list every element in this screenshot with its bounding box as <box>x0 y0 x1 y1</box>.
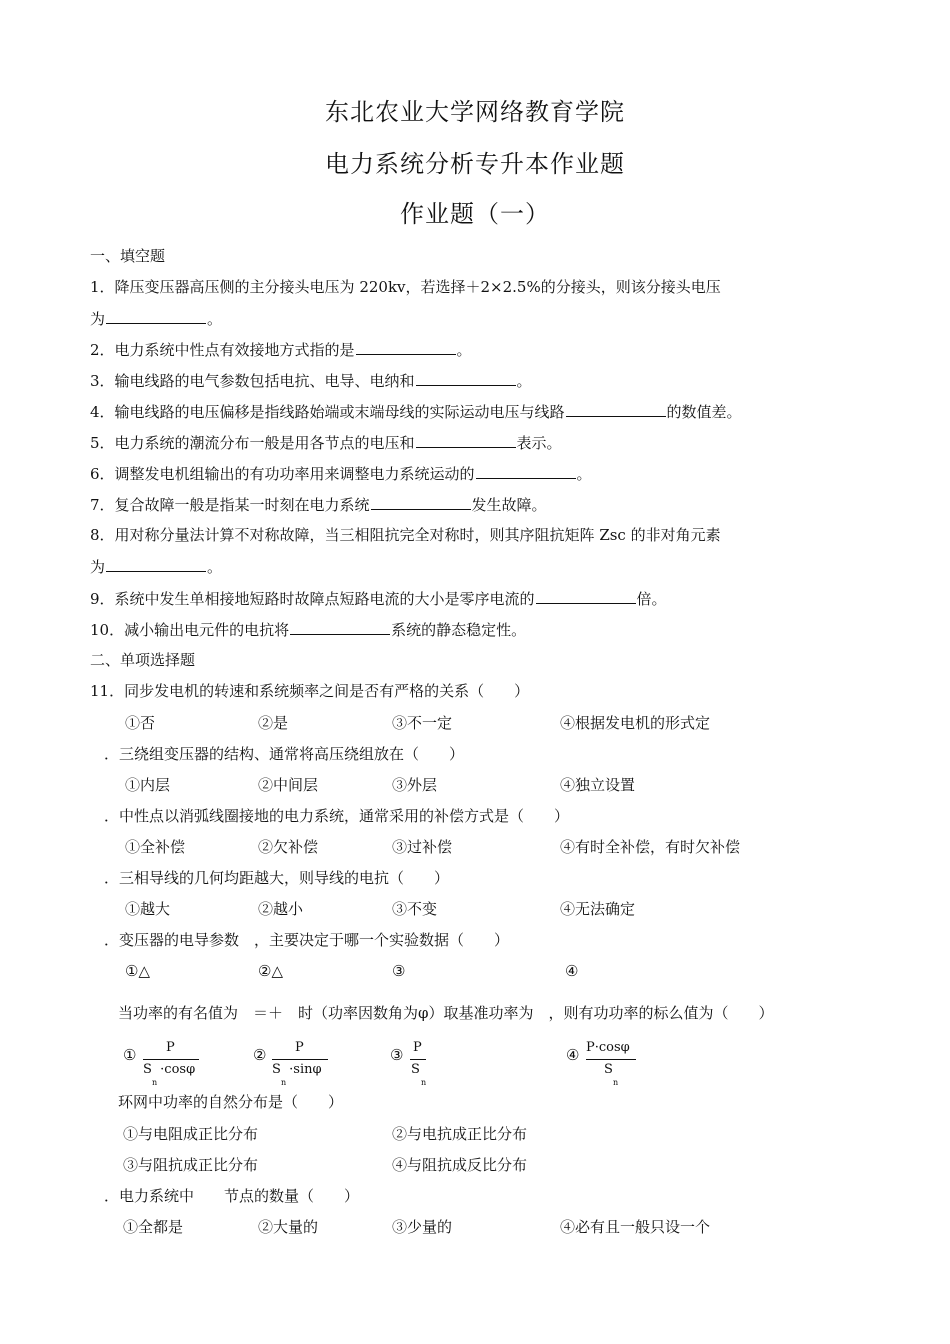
option-c[interactable]: ③与阻抗成正比分布 <box>123 1156 259 1174</box>
question-text: 。 <box>576 465 592 483</box>
fraction-p-over-sn <box>410 1040 440 1090</box>
option-d[interactable]: ④ <box>565 962 579 980</box>
question-text: 为 <box>90 558 106 576</box>
question-text: 5．电力系统的潮流分布一般是用各节点的电压和 <box>90 434 415 452</box>
denominator-symbol: S <box>143 1062 152 1077</box>
question-11: 11．同步发电机的转速和系统频率之间是否有严格的关系（ ） <box>90 682 530 700</box>
question-text: 。 <box>516 372 532 390</box>
question-text: 。 <box>207 310 223 328</box>
fraction-numerator: P·cosφ <box>586 1040 630 1055</box>
question-14: ．三相导线的几何均距越大，则导线的电抗（ ） <box>104 869 450 887</box>
course-title: 电力系统分析专升本作业题 <box>325 150 625 178</box>
question-8-line-2 <box>90 556 860 577</box>
question-16: 当功率的有名值为 ＝＋ 时（功率因数角为φ）取基准功率为 ，则有功功率的标么值为（ ） <box>118 1004 774 1022</box>
question-text: 7．复合故障一般是指某一时刻在电力系统 <box>90 496 370 514</box>
question-text: 系统的静态稳定性。 <box>391 621 527 639</box>
option-b[interactable]: ②大量的 <box>258 1218 319 1236</box>
option-c[interactable] <box>390 1045 403 1065</box>
question-text: 6．调整发电机组输出的有功功率用来调整电力系统运动的 <box>90 465 475 483</box>
fraction-numerator: P <box>413 1040 422 1055</box>
fraction-p-over-sn-cos <box>143 1040 203 1090</box>
option-b[interactable]: ②与电抗成正比分布 <box>392 1125 528 1143</box>
fraction-denominator <box>272 1062 322 1077</box>
question-6 <box>90 463 860 484</box>
question-12: ．三绕组变压器的结构、通常将高压绕组放在（ ） <box>104 745 465 763</box>
option-b[interactable]: ②越小 <box>258 900 304 918</box>
answer-blank[interactable] <box>106 308 206 324</box>
option-d[interactable]: ④根据发电机的形式定 <box>560 714 711 732</box>
question-text: 3．输电线路的电气参数包括电抗、电导、电纳和 <box>90 372 415 390</box>
fraction-bar <box>272 1059 328 1060</box>
fraction-denominator: S <box>604 1062 613 1077</box>
option-c[interactable]: ③不变 <box>392 900 438 918</box>
question-9 <box>90 588 860 609</box>
fraction-numerator: P <box>166 1040 175 1055</box>
section1-heading: 一、填空题 <box>90 247 166 265</box>
fraction-bar <box>143 1059 199 1060</box>
denominator-tail: ·sinφ <box>289 1062 322 1077</box>
option-a[interactable] <box>123 1045 136 1065</box>
subscript: n <box>281 1078 287 1087</box>
denominator-tail: ·cosφ <box>160 1062 196 1077</box>
question-15: ．变压器的电导参数 ，主要决定于哪一个实验数据（ ） <box>104 931 510 949</box>
option-c[interactable]: ③少量的 <box>392 1218 453 1236</box>
answer-blank[interactable] <box>290 619 390 635</box>
question-text: 的数值差。 <box>666 403 742 421</box>
question-1-line-2 <box>90 308 860 329</box>
option-a[interactable]: ①△ <box>125 962 150 980</box>
option-mark: ④ <box>566 1046 580 1064</box>
option-d[interactable]: ④独立设置 <box>560 776 636 794</box>
question-3 <box>90 370 860 391</box>
question-text: 倍。 <box>636 590 667 608</box>
option-b[interactable]: ②是 <box>258 714 289 732</box>
subscript: n <box>613 1078 619 1087</box>
option-b[interactable] <box>253 1045 266 1065</box>
institution-title: 东北农业大学网络教育学院 <box>325 98 625 126</box>
option-d[interactable] <box>566 1045 579 1065</box>
option-a[interactable]: ①否 <box>125 714 156 732</box>
option-mark: ① <box>123 1046 137 1064</box>
question-13: ．中性点以消弧线圈接地的电力系统，通常采用的补偿方式是（ ） <box>104 807 570 825</box>
option-a[interactable]: ①内层 <box>125 776 171 794</box>
option-b[interactable]: ②中间层 <box>258 776 319 794</box>
answer-blank[interactable] <box>536 588 636 604</box>
option-a[interactable]: ①越大 <box>125 900 171 918</box>
assignment-title: 作业题（一） <box>400 200 550 228</box>
question-text: 。 <box>456 341 472 359</box>
question-text: 2．电力系统中性点有效接地方式指的是 <box>90 341 355 359</box>
section2-heading: 二、单项选择题 <box>90 651 196 669</box>
option-d[interactable]: ④有时全补偿，有时欠补偿 <box>560 838 741 856</box>
question-4 <box>90 401 860 422</box>
option-a[interactable]: ①与电阻成正比分布 <box>123 1125 259 1143</box>
fraction-denominator: S <box>411 1062 420 1077</box>
option-b[interactable]: ②欠补偿 <box>258 838 319 856</box>
question-5 <box>90 432 860 453</box>
fraction-bar <box>410 1059 426 1060</box>
option-a[interactable]: ①全都是 <box>123 1218 184 1236</box>
option-c[interactable]: ③外层 <box>392 776 438 794</box>
answer-blank[interactable] <box>416 432 516 448</box>
option-a[interactable]: ①全补偿 <box>125 838 186 856</box>
option-mark: ② <box>253 1046 267 1064</box>
denominator-symbol: S <box>272 1062 281 1077</box>
question-text: 。 <box>207 558 223 576</box>
question-text: 10．减小输出电元件的电抗将 <box>90 621 290 639</box>
question-17: 环网中功率的自然分布是（ ） <box>118 1093 344 1111</box>
subscript: n <box>421 1078 427 1087</box>
answer-blank[interactable] <box>476 463 576 479</box>
option-d[interactable]: ④无法确定 <box>560 900 636 918</box>
fraction-pcos-over-sn <box>586 1040 646 1090</box>
fraction-numerator: P <box>295 1040 304 1055</box>
answer-blank[interactable] <box>356 339 456 355</box>
fraction-bar <box>586 1059 636 1060</box>
question-text: 为 <box>90 310 106 328</box>
option-c[interactable]: ③不一定 <box>392 714 453 732</box>
question-text: 9．系统中发生单相接地短路时故障点短路电流的大小是零序电流的 <box>90 590 535 608</box>
fraction-p-over-sn-sin <box>272 1040 332 1090</box>
question-8-line-1: 8．用对称分量法计算不对称故障，当三相阻抗完全对称时，则其序阻抗矩阵 Zsc 的非对角元素 <box>90 526 721 544</box>
option-c[interactable]: ③过补偿 <box>392 838 453 856</box>
question-18: ．电力系统中 节点的数量（ ） <box>104 1187 360 1205</box>
question-7 <box>90 494 860 515</box>
subscript: n <box>152 1078 158 1087</box>
answer-blank[interactable] <box>416 370 516 386</box>
answer-blank[interactable] <box>371 494 471 510</box>
question-2 <box>90 339 860 360</box>
question-text: 发生故障。 <box>471 496 547 514</box>
option-mark: ③ <box>390 1046 404 1064</box>
option-b[interactable]: ②△ <box>258 962 283 980</box>
question-text: 4．输电线路的电压偏移是指线路始端或末端母线的实际运动电压与线路 <box>90 403 565 421</box>
answer-blank[interactable] <box>566 401 666 417</box>
option-d[interactable]: ④必有且一般只设一个 <box>560 1218 711 1236</box>
question-10 <box>90 619 860 640</box>
option-c[interactable]: ③ <box>392 962 406 980</box>
option-d[interactable]: ④与阻抗成反比分布 <box>392 1156 528 1174</box>
question-1-line-1: 1．降压变压器高压侧的主分接头电压为 220kv，若选择＋2×2.5%的分接头，则该分接头电压 <box>90 278 721 296</box>
answer-blank[interactable] <box>106 556 206 572</box>
question-text: 表示。 <box>516 434 562 452</box>
fraction-denominator <box>143 1062 195 1077</box>
